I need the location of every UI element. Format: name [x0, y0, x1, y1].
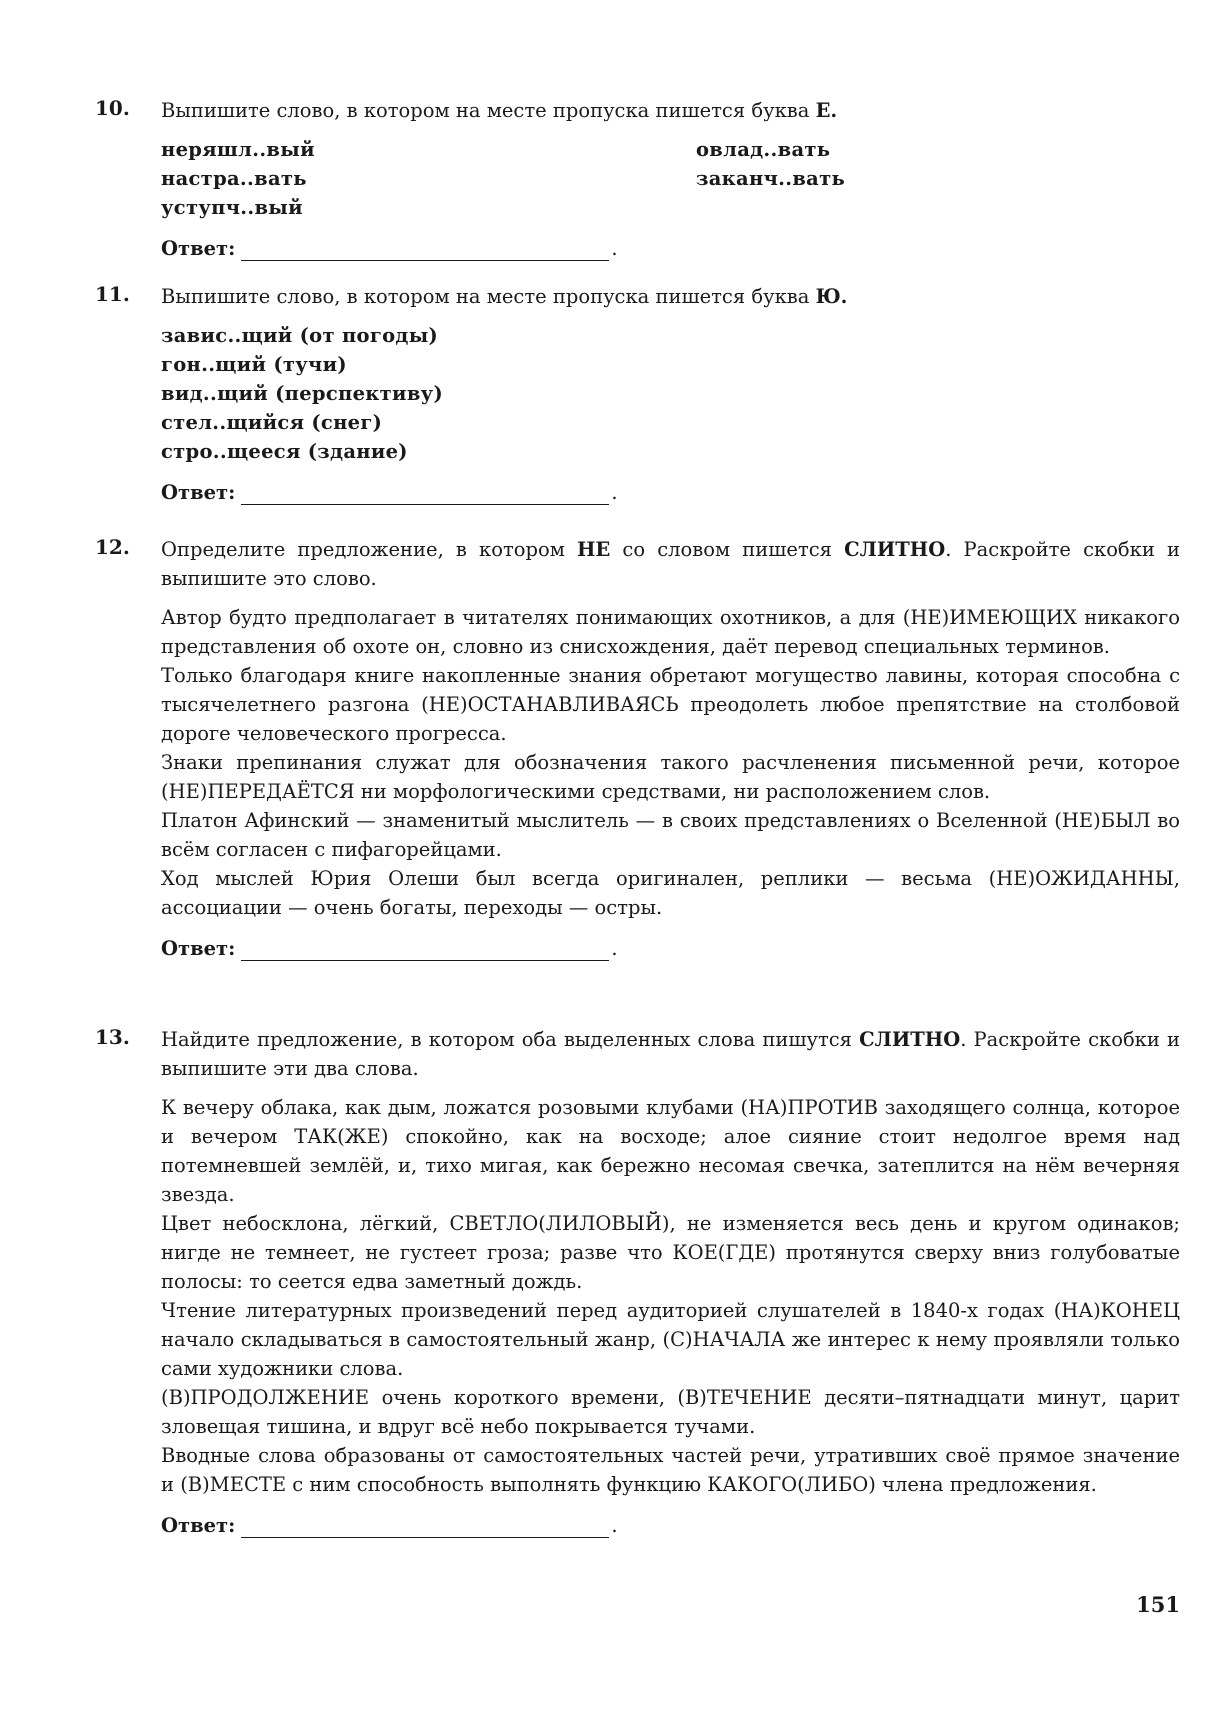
sentence: Ход мыслей Юрия Олеши был всегда оригинален, реплики — весьма (НЕ)ОЖИДАННЫ, ассоциации — очень богаты, переходы — остры. — [161, 867, 1180, 919]
sentence: Цвет небосклона, лёгкий, СВЕТЛО(ЛИЛОВЫЙ), не изменяется весь день и кругом одинаков; нигде не темнеет, не густеет гроза; разве что КОЕ(ГДЕ) протянутся сверху вниз голубоватые полосы: то сеется едва заметный дождь. — [161, 1212, 1180, 1293]
page-number: 151 — [1136, 1592, 1180, 1617]
answer-label: Ответ: — [161, 1514, 236, 1537]
word-option: настра..вать — [161, 167, 307, 190]
task-number: 11. — [95, 282, 130, 306]
task-number: 13. — [95, 1025, 130, 1049]
sentence: Автор будто предполагает в читателях понимающих охотников, а для (НЕ)ИМЕЮЩИХ никакого представления об охоте он, словно из снисхождения, даёт перевод специальных терминов. — [161, 606, 1180, 658]
sentence: Платон Афинский — знаменитый мыслитель — в своих представлениях о Вселенной (НЕ)БЫЛ во всём согласен с пифагорейцами. — [161, 809, 1180, 861]
word-option: заканч..вать — [696, 167, 846, 190]
answer-field[interactable]: Ответ: . — [161, 937, 618, 960]
task-number: 10. — [95, 96, 130, 120]
task-prompt: Определите предложение, в котором НЕ со словом пишется СЛИТНО. Раскройте скобки и выпишите это слово. — [161, 538, 1180, 590]
task-11 — [95, 282, 1180, 508]
word-option: вид..щий (перспективу) — [161, 382, 443, 405]
task-12 — [95, 535, 1180, 964]
sentence: Вводные слова образованы от самостоятельных частей речи, утративших своё прямое значение и (В)МЕСТЕ с ним способность выполнять функцию КАКОГО(ЛИБО) члена предложения. — [161, 1444, 1180, 1496]
answer-field[interactable]: Ответ: . — [161, 237, 618, 260]
word-option: уступч..вый — [161, 196, 303, 219]
answer-line[interactable] — [241, 938, 609, 961]
sentence: Чтение литературных произведений перед аудиторией слушателей в 1840-х годах (НА)КОНЕЦ начало складываться в самостоятельный жанр, (С)НАЧАЛА же интерес к нему проявляли только сами художники слова. — [161, 1299, 1180, 1380]
task-prompt: Выпишите слово, в котором на месте пропуска пишется буква Ю. — [161, 285, 848, 308]
word-option: неряшл..вый — [161, 138, 315, 161]
answer-field[interactable]: Ответ: . — [161, 1514, 618, 1537]
sentence: (В)ПРОДОЛЖЕНИЕ очень короткого времени, (В)ТЕЧЕНИЕ десяти–пятнадцати минут, царит зловещая тишина, и вдруг всё небо покрывается тучами. — [161, 1386, 1180, 1438]
sentence: Знаки препинания служат для обозначения такого расчленения письменной речи, которое (НЕ)ПЕРЕДАЁТСЯ ни морфологическими средствами, ни расположением слов. — [161, 751, 1180, 803]
word-options — [161, 135, 1180, 222]
sentence: Только благодаря книге накопленные знания обретают могущество лавины, которая способна с тысячелетнего разгона (НЕ)ОСТАНАВЛИВАЯСЬ преодолеть любое препятствие на столбовой дороге человеческого прогресса. — [161, 664, 1180, 745]
word-option: стел..щийся (снег) — [161, 411, 383, 434]
answer-line[interactable] — [241, 482, 609, 505]
answer-label: Ответ: — [161, 237, 236, 260]
word-option: овлад..вать — [696, 138, 831, 161]
sentence: К вечеру облака, как дым, ложатся розовыми клубами (НА)ПРОТИВ заходящего солнца, которое и вечером ТАК(ЖЕ) спокойно, как на восходе; алое сияние стоит недолгое время над потемневшей землёй, и, тихо мигая, как бережно несомая свечка, затеплится на нём вечерняя звезда. — [161, 1096, 1180, 1206]
answer-field[interactable]: Ответ: . — [161, 481, 618, 504]
task-10 — [95, 96, 1180, 264]
task-13 — [95, 1025, 1180, 1541]
word-option: гон..щий (тучи) — [161, 353, 347, 376]
task-prompt: Выпишите слово, в котором на месте пропуска пишется буква Е. — [161, 99, 838, 122]
answer-line[interactable] — [241, 1515, 609, 1538]
answer-label: Ответ: — [161, 937, 236, 960]
answer-label: Ответ: — [161, 481, 236, 504]
answer-line[interactable] — [241, 238, 609, 261]
word-option: стро..щееся (здание) — [161, 440, 408, 463]
word-option: завис..щий (от погоды) — [161, 324, 439, 347]
task-prompt: Найдите предложение, в котором оба выделенных слова пишутся СЛИТНО. Раскройте скобки и выпишите эти два слова. — [161, 1028, 1181, 1080]
task-number: 12. — [95, 535, 130, 559]
word-options — [161, 321, 1180, 466]
